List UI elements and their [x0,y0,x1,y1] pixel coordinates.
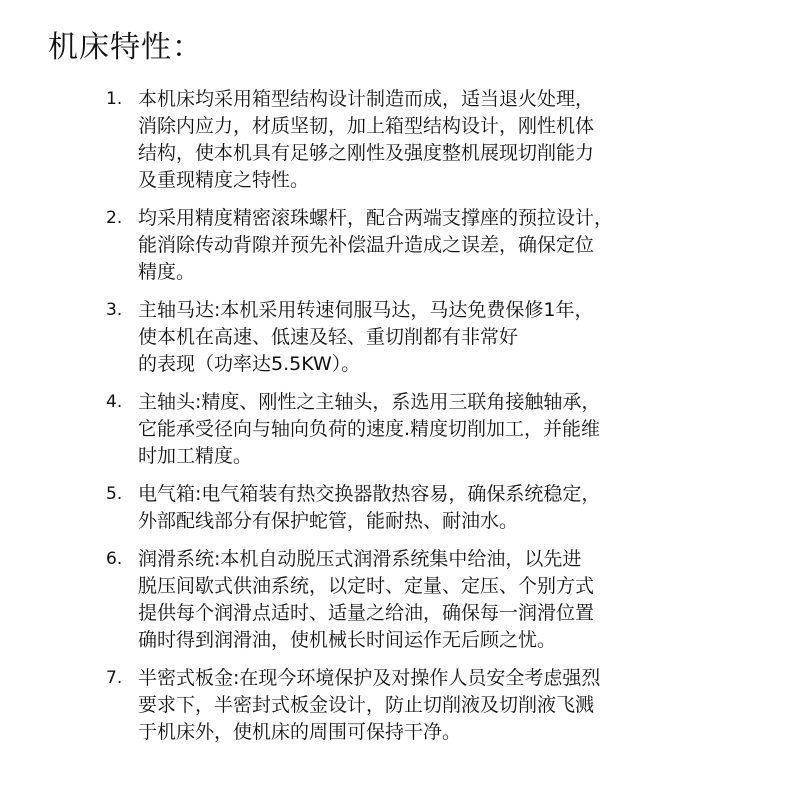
feature-number: 3. [106,300,123,320]
feature-number: 7. [106,668,123,688]
feature-line: 主轴马达:本机采用转速伺服马达，马达免费保修1年， [138,299,594,321]
feature-item-4 [0,389,800,470]
feature-text [138,481,800,535]
feature-line: 的表现（功率达5.5KW）。 [138,353,361,375]
feature-line: 外部配线部分有保护蛇管，能耐热、耐油水。 [138,510,519,532]
feature-number: 2. [106,208,123,228]
feature-line: 提供每个润滑点适时、适量之给油，确保每一润滑位置 [138,602,595,624]
feature-item-5 [0,481,800,535]
feature-line: 脱压间歇式供油系统，以定时、定量、定压、个别方式 [138,575,595,597]
feature-line: 结构，使本机具有足够之刚性及强度整机展现切削能力 [138,142,595,164]
feature-text [138,297,800,378]
feature-item-6 [0,546,800,654]
feature-number: 5. [106,484,123,504]
feature-line: 确时得到润滑油，使机械长时间运作无后顾之忧。 [138,629,557,651]
feature-item-2 [0,205,800,286]
feature-number: 6. [106,549,123,569]
feature-item-3 [0,297,800,378]
feature-line: 均采用精度精密滚珠螺杆，配合两端支撑座的预拉设计， [138,207,614,229]
feature-number: 4. [106,392,123,412]
feature-item-1 [0,86,800,194]
feature-line: 精度。 [138,261,196,283]
feature-text [138,205,800,286]
feature-line: 润滑系统:本机自动脱压式润滑系统集中给油，以先进 [138,548,582,570]
feature-line: 使本机在高速、低速及轻、重切削都有非常好 [138,326,519,348]
feature-line: 消除内应力，材质坚韧，加上箱型结构设计，刚性机体 [138,115,595,137]
feature-text [138,389,800,470]
page-title: 机床特性： [48,30,203,65]
feature-text [138,665,800,746]
feature-list [0,86,800,757]
feature-line: 它能承受径向与轴向负荷的速度.精度切削加工，并能维 [138,418,601,440]
feature-line: 半密式板金:在现今环境保护及对操作人员安全考虑强烈 [138,667,601,689]
feature-line: 本机床均采用箱型结构设计制造而成，适当退火处理， [138,88,595,110]
feature-line: 要求下，半密封式板金设计，防止切削液及切削液飞溅 [138,694,595,716]
feature-item-7 [0,665,800,746]
feature-line: 电气箱:电气箱装有热交换器散热容易，确保系统稳定， [138,483,601,505]
feature-text [138,546,800,654]
feature-line: 能消除传动背隙并预先补偿温升造成之误差，确保定位 [138,234,595,256]
feature-line: 及重现精度之特性。 [138,169,310,191]
feature-line: 时加工精度。 [138,445,253,467]
feature-number: 1. [106,89,123,109]
feature-line: 主轴头:精度、刚性之主轴头，系选用三联角接触轴承， [138,391,601,413]
feature-text [138,86,800,194]
feature-line: 于机床外，使机床的周围可保持干净。 [138,721,462,743]
